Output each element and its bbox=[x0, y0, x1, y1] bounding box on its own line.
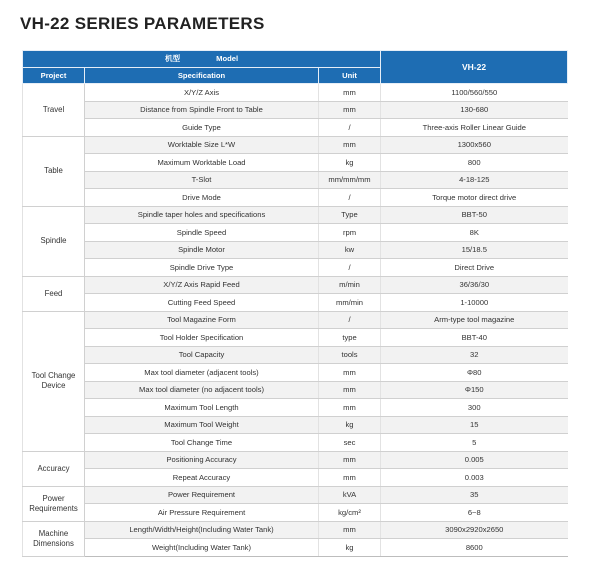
spec-cell: Repeat Accuracy bbox=[85, 469, 319, 487]
spec-cell: Distance from Spindle Front to Table bbox=[85, 101, 319, 119]
spec-cell: Tool Capacity bbox=[85, 346, 319, 364]
unit-cell: mm bbox=[319, 469, 381, 487]
unit-cell: / bbox=[319, 259, 381, 277]
unit-cell: kg bbox=[319, 539, 381, 557]
group-cell: Tool Change Device bbox=[23, 311, 85, 451]
value-cell: 1-10000 bbox=[381, 294, 568, 312]
table-row bbox=[23, 329, 568, 347]
spec-cell: Max tool diameter (no adjacent tools) bbox=[85, 381, 319, 399]
value-cell: 800 bbox=[381, 154, 568, 172]
table-row bbox=[23, 189, 568, 207]
group-cell: Accuracy bbox=[23, 451, 85, 486]
value-cell: 8600 bbox=[381, 539, 568, 557]
spec-cell: Maximum Tool Length bbox=[85, 399, 319, 417]
table-row bbox=[23, 521, 568, 539]
spec-cell: Spindle Speed bbox=[85, 224, 319, 242]
unit-cell: mm bbox=[319, 101, 381, 119]
unit-header: Unit bbox=[319, 67, 381, 84]
group-cell: Machine Dimensions bbox=[23, 521, 85, 556]
value-cell: 0.005 bbox=[381, 451, 568, 469]
spec-cell: Spindle taper holes and specifications bbox=[85, 206, 319, 224]
spec-cell: Weight(Including Water Tank) bbox=[85, 539, 319, 557]
spec-cell: Spindle Drive Type bbox=[85, 259, 319, 277]
table-row bbox=[23, 276, 568, 294]
table-row bbox=[23, 119, 568, 137]
model-label-en: Model bbox=[216, 54, 239, 64]
model-name-cell: VH-22 bbox=[381, 51, 568, 84]
value-cell: Φ80 bbox=[381, 364, 568, 382]
unit-cell: mm/min bbox=[319, 294, 381, 312]
unit-cell: rpm bbox=[319, 224, 381, 242]
spec-cell: Air Pressure Requirement bbox=[85, 504, 319, 522]
value-cell: 36/36/30 bbox=[381, 276, 568, 294]
table-row bbox=[23, 311, 568, 329]
table-body bbox=[23, 84, 568, 557]
table-row bbox=[23, 381, 568, 399]
value-cell: 5 bbox=[381, 434, 568, 452]
unit-cell: type bbox=[319, 329, 381, 347]
spec-cell: X/Y/Z Axis bbox=[85, 84, 319, 102]
value-cell: Torque motor direct drive bbox=[381, 189, 568, 207]
value-cell: 15 bbox=[381, 416, 568, 434]
value-cell: Φ150 bbox=[381, 381, 568, 399]
spec-cell: Tool Magazine Form bbox=[85, 311, 319, 329]
spec-cell: Cutting Feed Speed bbox=[85, 294, 319, 312]
value-cell: 8K bbox=[381, 224, 568, 242]
unit-cell: mm bbox=[319, 399, 381, 417]
table-row bbox=[23, 504, 568, 522]
table-row bbox=[23, 346, 568, 364]
group-cell: Power Requirements bbox=[23, 486, 85, 521]
table-row bbox=[23, 206, 568, 224]
value-cell: Three-axis Roller Linear Guide bbox=[381, 119, 568, 137]
table-row bbox=[23, 259, 568, 277]
group-cell: Feed bbox=[23, 276, 85, 311]
spec-cell: Maximum Worktable Load bbox=[85, 154, 319, 172]
unit-cell: kg bbox=[319, 416, 381, 434]
table-row bbox=[23, 364, 568, 382]
unit-cell: / bbox=[319, 119, 381, 137]
table-row bbox=[23, 451, 568, 469]
table-row bbox=[23, 539, 568, 557]
unit-cell: mm bbox=[319, 136, 381, 154]
unit-cell: m/min bbox=[319, 276, 381, 294]
value-cell: 32 bbox=[381, 346, 568, 364]
value-cell: 6~8 bbox=[381, 504, 568, 522]
unit-cell: mm bbox=[319, 521, 381, 539]
unit-cell: mm bbox=[319, 364, 381, 382]
unit-cell: Type bbox=[319, 206, 381, 224]
group-cell: Spindle bbox=[23, 206, 85, 276]
spec-cell: Worktable Size L*W bbox=[85, 136, 319, 154]
group-cell: Table bbox=[23, 136, 85, 206]
table-row bbox=[23, 416, 568, 434]
table-row bbox=[23, 399, 568, 417]
table-row bbox=[23, 136, 568, 154]
value-cell: 35 bbox=[381, 486, 568, 504]
unit-cell: mm bbox=[319, 381, 381, 399]
value-cell: BBT-40 bbox=[381, 329, 568, 347]
unit-cell: mm/mm/mm bbox=[319, 171, 381, 189]
unit-cell: / bbox=[319, 189, 381, 207]
table-row bbox=[23, 84, 568, 102]
spec-cell: Max tool diameter (adjacent tools) bbox=[85, 364, 319, 382]
spec-cell: Maximum Tool Weight bbox=[85, 416, 319, 434]
project-header: Project bbox=[23, 67, 85, 84]
unit-cell: kg bbox=[319, 154, 381, 172]
table-row bbox=[23, 154, 568, 172]
model-label-cn: 机型 bbox=[164, 54, 181, 64]
unit-cell: mm bbox=[319, 84, 381, 102]
spec-cell: T-Slot bbox=[85, 171, 319, 189]
table-row bbox=[23, 469, 568, 487]
spec-cell: Positioning Accuracy bbox=[85, 451, 319, 469]
spec-cell: X/Y/Z Axis Rapid Feed bbox=[85, 276, 319, 294]
table-row bbox=[23, 224, 568, 242]
value-cell: 1300x560 bbox=[381, 136, 568, 154]
value-cell: 4-18-125 bbox=[381, 171, 568, 189]
value-cell: 130-680 bbox=[381, 101, 568, 119]
value-cell: 0.003 bbox=[381, 469, 568, 487]
page-title: VH-22 SERIES PARAMETERS bbox=[20, 14, 265, 33]
unit-cell: mm bbox=[319, 451, 381, 469]
table-header bbox=[23, 51, 568, 84]
value-cell: BBT-50 bbox=[381, 206, 568, 224]
table-row bbox=[23, 486, 568, 504]
unit-cell: tools bbox=[319, 346, 381, 364]
spec-cell: Length/Width/Height(Including Water Tank) bbox=[85, 521, 319, 539]
unit-cell: kg/cm² bbox=[319, 504, 381, 522]
spec-cell: Spindle Motor bbox=[85, 241, 319, 259]
value-cell: 15/18.5 bbox=[381, 241, 568, 259]
spec-cell: Tool Holder Specification bbox=[85, 329, 319, 347]
value-cell: 300 bbox=[381, 399, 568, 417]
unit-cell: sec bbox=[319, 434, 381, 452]
group-cell: Travel bbox=[23, 84, 85, 137]
parameters-table bbox=[22, 50, 568, 557]
value-cell: Direct Drive bbox=[381, 259, 568, 277]
value-cell: Arm-type tool magazine bbox=[381, 311, 568, 329]
unit-cell: kw bbox=[319, 241, 381, 259]
table-row bbox=[23, 294, 568, 312]
value-cell: 1100/560/550 bbox=[381, 84, 568, 102]
spec-cell: Power Requirement bbox=[85, 486, 319, 504]
model-header-cell bbox=[23, 51, 381, 68]
spec-cell: Guide Type bbox=[85, 119, 319, 137]
specification-header: Specification bbox=[85, 67, 319, 84]
table-row bbox=[23, 101, 568, 119]
table-row bbox=[23, 241, 568, 259]
unit-cell: kVA bbox=[319, 486, 381, 504]
spec-cell: Tool Change Time bbox=[85, 434, 319, 452]
unit-cell: / bbox=[319, 311, 381, 329]
spec-cell: Drive Mode bbox=[85, 189, 319, 207]
table-row bbox=[23, 434, 568, 452]
value-cell: 3090x2920x2650 bbox=[381, 521, 568, 539]
table-row bbox=[23, 171, 568, 189]
